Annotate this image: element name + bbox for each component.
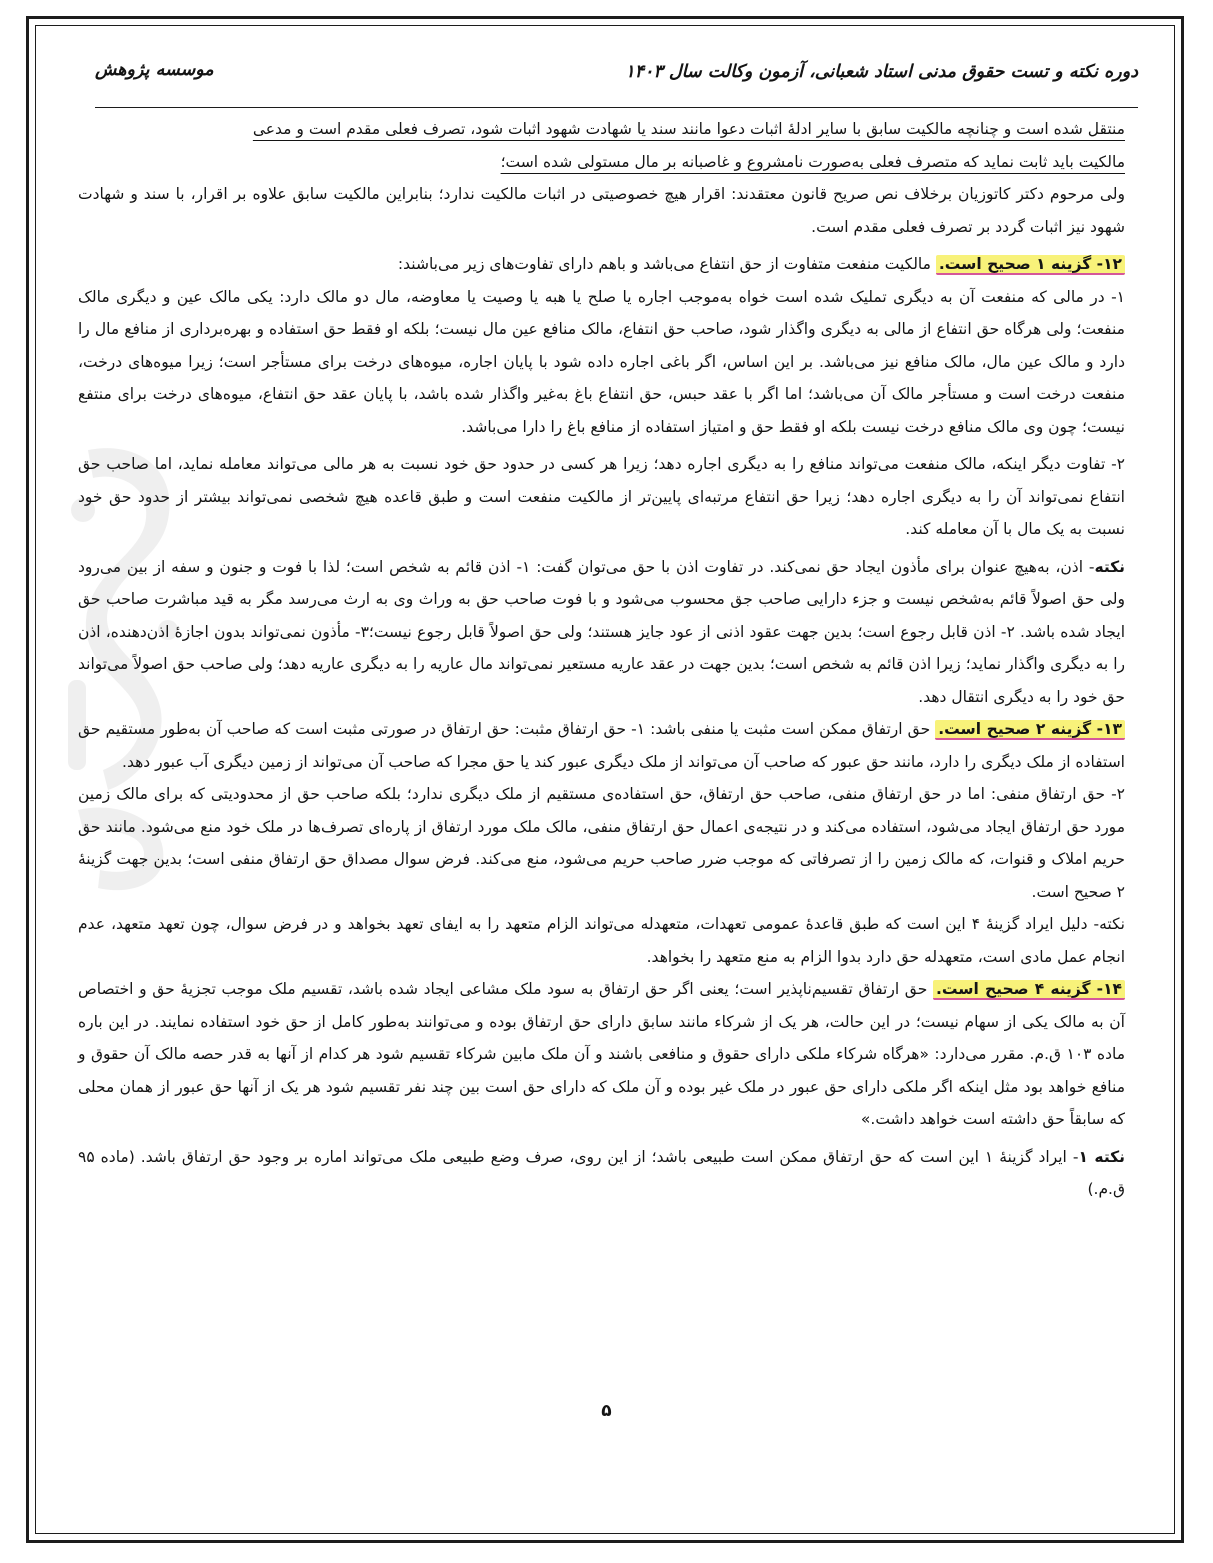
document-body [78, 113, 1125, 1467]
answer-14-heading: ۱۴- گزینه ۴ صحیح است. [933, 980, 1125, 1000]
answer-13-heading: ۱۳- گزینه ۲ صحیح است. [935, 720, 1125, 740]
intro-line-1: منتقل شده است و چنانچه مالکیت سابق با سایر ادلهٔ اثبات دعوا مانند سند یا شهادت شهود اثبات شود، تصرف فعلی مقدم است و مدعی [252, 120, 1125, 138]
answer-13-paragraph [78, 713, 1125, 778]
header-divider [95, 107, 1138, 108]
answer-14-note [78, 1141, 1125, 1206]
answer-13-note: نکته- دلیل ایراد گزینهٔ ۴ این است که طبق قاعدهٔ عمومی تعهدات، متعهدله می‌تواند الزام متعهد را به ایفای تعهد بخواهد و در فرض سوال، چون تعهد متعهد، عدم انجام عمل مادی است، متعهدله حق دارد بدوا الزام به منع متعهد را بخواهد. [78, 915, 1125, 966]
answer-13-point-2: ۲- حق ارتفاق منفی: اما در حق ارتفاق منفی، صاحب حق ارتفاق، حق استفاده‌ی مستقیم از ملک دیگری ندارد؛ بلکه صاحب حق از محدودیتی که برای مالک زمین مورد حق ارتفاق ایجاد می‌شود، استفاده می‌کند و در نتیجه‌ی اعمال حق ارتفاق منفی، مالک ملک مورد ارتفاق از پاره‌ای تصرف‌ها در ملک خود منع می‌شود. مانند حق حریم املاک و قنوات، که مالک زمین را از تصرفاتی که موجب ضرر صاحب حریم می‌شود، منع می‌کند. فرض سوال مصداق حق ارتفاق منفی است؛ بدین جهت گزینهٔ ۲ صحیح است. [78, 785, 1125, 901]
answer-12-paragraph [78, 248, 1125, 281]
course-title: دوره نکته و تست حقوق مدنی استاد شعبانی، آزمون وکالت سال ۱۴۰۳ [625, 62, 1138, 82]
answer-12-lead: مالکیت منفعت متفاوت از حق انتفاع می‌باشد و باهم دارای تفاوت‌های زیر می‌باشند: [397, 255, 936, 273]
page-header [95, 56, 1138, 96]
page-number: ۵ [601, 1401, 612, 1421]
answer-12-point-2: ۲- تفاوت دیگر اینکه، مالک منفعت می‌تواند منافع را به دیگری اجاره دهد؛ زیرا هر کسی در حدود حق خود نسبت به هر مالی می‌تواند معامله نماید، اما صاحب حق انتفاع نمی‌تواند آن را به دیگری اجاره دهد؛ زیرا حق انتفاع مرتبه‌ای پایین‌تر از مالکیت منفعت است و طبق قاعده هیچ شخصی نمی‌تواند بیشتر از حدود حق خود نسبت به یک مال با آن معامله کند. [78, 455, 1125, 538]
answer-14-note-text: - ایراد گزینهٔ ۱ این است که حق ارتفاق ممکن است طبیعی باشد؛ از این روی، صرف وضع طبیعی ملک می‌تواند اماره بر وجود حق ارتفاق باشد. (ماده ۹۵ ق.م.) [78, 1147, 1125, 1198]
answer-12-note-label: نکته [1094, 557, 1125, 576]
answer-14-lead: حق ارتفاق تقسیم‌ناپذیر است؛ یعنی اگر حق ارتفاق به سود ملک مشاعی ایجاد شده باشد، تقسیم ملک موجب تجزیهٔ حق و اختصاص آن به مالک یکی از سهام نیست؛ در این حالت، هر یک از شرکاء مانند سابق دارای حق ارتفاق بوده و می‌توانند به‌طور کامل از حق خود استفاده نمایند. در این باره ماده ۱۰۳ ق.م. مقرر می‌دارد: «هرگاه شرکاء ملکی دارای حقوق و منافعی باشند و آن ملک مابین شرکاء تقسیم شود هر کدام از آنها به قدر حصه مالک آن حقوق و منافع خواهد بود مثل اینکه اگر ملکی دارای حق عبور در ملک غیر بوده و آن ملک که دارای حق است بین چند نفر تقسیم شود هر یک از آنها حق عبور از همان محلی که سابقاً حق داشته است خواهد داشت.» [78, 980, 1125, 1128]
answer-12-note [78, 551, 1125, 714]
answer-14-paragraph [78, 973, 1125, 1136]
answer-14-note-label: نکته ۱ [1078, 1147, 1125, 1166]
intro-line-2: مالکیت باید ثابت نماید که متصرف فعلی به‌صورت نامشروع و غاصبانه بر مال مستولی شده است؛ [500, 152, 1125, 171]
answer-12-heading: ۱۲- گزینه ۱ صحیح است. [936, 255, 1125, 275]
answer-12-point-1: ۱- در مالی که منفعت آن به دیگری تملیک شده است خواه به‌موجب اجاره یا صلح یا هبه یا وصیت یا معاوضه، مال دو مالک دارد: یکی مالک عین و دیگری مالک منفعت؛ ولی هرگاه حق انتفاع از مالی به دیگری واگذار شود، صاحب حق انتفاع، مالک منافع عین مال نیست؛ بلکه او فقط حق استفاده و بهره‌برداری از منافع مال را دارد و مالک عین مال، مالک منافع نیز می‌باشد. بر این اساس، اگر باغی اجاره داده شود با پایان اجاره، میوه‌های درخت برای مستأجر است؛ زیرا میوه‌های درخت، منفعت درخت است و مستأجر مالک آن می‌باشد؛ اما اگر با عقد حبس، حق انتفاع باغ به‌غیر واگذار شده باشد، با پایان عقد حق انتفاع، میوه‌های درخت برای منتفع نیست؛ چون وی مالک منافع درخت نیست بلکه او فقط حق و امتیاز استفاده از منافع باغ را دارا می‌باشد. [78, 287, 1125, 436]
katouzian-paragraph: ولی مرحوم دکتر کاتوزیان برخلاف نص صریح قانون معتقدند: اقرار هیچ خصوصیتی در اثبات مالکیت ندارد؛ بنابراین مالکیت سابق علاوه بر اقرار، با سند و شهادت شهود نیز اثبات گردد بر تصرف فعلی مقدم است. [78, 185, 1125, 236]
answer-13-lead: حق ارتفاق ممکن است مثبت یا منفی باشد: ۱- حق ارتفاق مثبت: حق ارتفاق در صورتی مثبت است که صاحب آن به‌طور مستقیم حق استفاده از ملک دیگری را دارد، مانند حق عبور که صاحب آن می‌تواند از ملک دیگری عبور کند یا حق مجرا که صاحب آن می‌تواند از زمین دیگری آب عبور دهد. [78, 720, 1125, 771]
intro-paragraph [78, 113, 1125, 178]
answer-12-note-text: - اذن، به‌هیچ عنوان برای مأذون ایجاد حق نمی‌کند. در تفاوت اذن با حق می‌توان گفت: ۱- اذن قائم به شخص است؛ لذا با فوت و جنون و سفه از بین می‌رود ولی حق اصولاً قائم به‌شخص نیست و جزء دارایی صاحب جق محسوب می‌شود و با فوت صاحب حق به وراث وی به ارث می‌رسد مگر به قید مباشرت صاحب حق ایجاد شده باشد. ۲- اذن قابل رجوع است؛ بدین جهت عقود اذنی از عود جایز هستند؛ ولی حق اصولاً قابل رجوع نیست؛۳- مأذون نمی‌تواند بدون اجازهٔ اذن‌دهنده، اذن را به دیگری واگذار نماید؛ زیرا اذن قائم به شخص است؛ بدین جهت در عقد عاریه مستعیر نمی‌تواند مال عاریه را به دیگری عاریه دهد؛ ولی صاحب حق اصولاً می‌تواند حق خود را به دیگری انتقال دهد. [78, 557, 1125, 706]
publisher-name: موسسه پژوهش [95, 60, 214, 80]
